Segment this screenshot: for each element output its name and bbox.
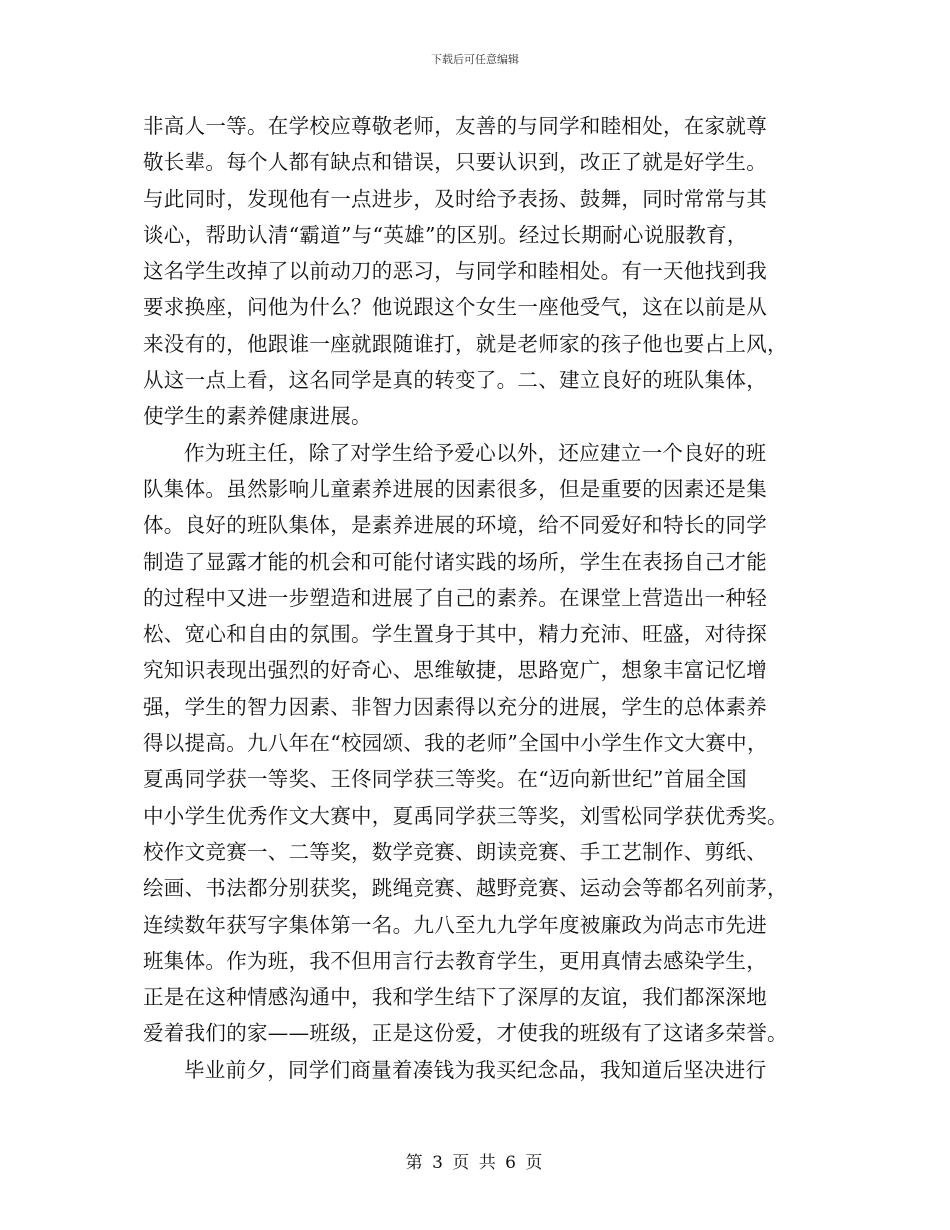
- document-body: [143, 108, 813, 1088]
- text-line: 正是在这种情感沟通中，我和学生结下了深厚的友谊，我们都深深地: [143, 985, 767, 1010]
- page-header: 下载后可任意编辑: [431, 53, 519, 66]
- text-line: 强，学生的智力因素、非智力因素得以充分的进展，学生的总体素养: [143, 694, 767, 719]
- text-line: 中小学生优秀作文大赛中，夏禹同学获三等奖，刘雪松同学获优秀奖。: [143, 803, 788, 828]
- text-line: 校作文竞赛一、二等奖，数学竞赛、朗读竞赛、手工艺制作、剪纸、: [143, 839, 767, 864]
- text-line: 得以提高。九八年在“校园颂、我的老师”全国中小学生作文大赛中，: [143, 731, 768, 756]
- paragraph-first-line: 作为班主任，除了对学生给予爱心以外，还应建立一个良好的班: [184, 440, 767, 465]
- text-line: 绘画、书法都分别获奖，跳绳竞赛、越野竞赛、运动会等都名列前茅，: [143, 876, 788, 901]
- text-line: 从这一点上看，这名同学是真的转变了。二、建立良好的班队集体，: [143, 368, 767, 393]
- paragraph-first-line: 毕业前夕，同学们商量着凑钱为我买纪念品，我知道后坚决进行: [184, 1057, 767, 1082]
- text-line: 制造了显露才能的机会和可能付诸实践的场所，学生在表扬自己才能: [143, 549, 767, 574]
- text-line: 来没有的，他跟谁一座就跟随谁打，就是老师家的孩子他也要占上风，: [143, 331, 788, 356]
- text-line: 这名学生改掉了以前动刀的恶习，与同学和睦相处。有一天他找到我: [143, 259, 767, 284]
- text-line: 与此同时，发现他有一点进步，及时给予表扬、鼓舞，同时常常与其: [143, 186, 767, 211]
- text-line: 连续数年获写字集体第一名。九八至九九学年度被廉政为尚志市先进: [143, 912, 767, 937]
- text-line: 要求换座，问他为什么？他说跟这个女生一座他受气，这在以前是从: [143, 295, 767, 320]
- text-line: 体。良好的班队集体，是素养进展的环境，给不同爱好和特长的同学: [143, 513, 767, 538]
- text-line: 究知识表现出强烈的好奇心、思维敏捷，思路宽广，想象丰富记忆增: [143, 658, 767, 683]
- text-line: 非高人一等。在学校应尊敬老师，友善的与同学和睦相处，在家就尊: [143, 114, 767, 138]
- text-line: 使学生的素养健康进展。: [143, 404, 372, 429]
- text-line: 松、宽心和自由的氛围。学生置身于其中，精力充沛、旺盛，对待探: [143, 622, 767, 647]
- text-line: 班集体。作为班，我不但用言行去教育学生，更用真情去感染学生，: [143, 948, 767, 973]
- text-line: 爱着我们的家——班级，正是这份爱，才使我的班级有了这诸多荣誉。: [143, 1021, 788, 1046]
- text-line: 的过程中又进一步塑造和进展了自己的素养。在课堂上营造出一种轻: [143, 585, 767, 610]
- text-line: 队集体。虽然影响儿童素养进展的因素很多，但是重要的因素还是集: [143, 476, 767, 501]
- page-footer: 第 3 页 共 6 页: [405, 1153, 545, 1173]
- text-line: 夏禹同学获一等奖、王佟同学获三等奖。在“迈向新世纪”首届全国: [143, 767, 747, 792]
- text-line: 敬长辈。每个人都有缺点和错误，只要认识到，改正了就是好学生。: [143, 150, 767, 175]
- text-line: 谈心，帮助认清“霸道”与“英雄”的区别。经过长期耐心说服教育，: [143, 222, 748, 247]
